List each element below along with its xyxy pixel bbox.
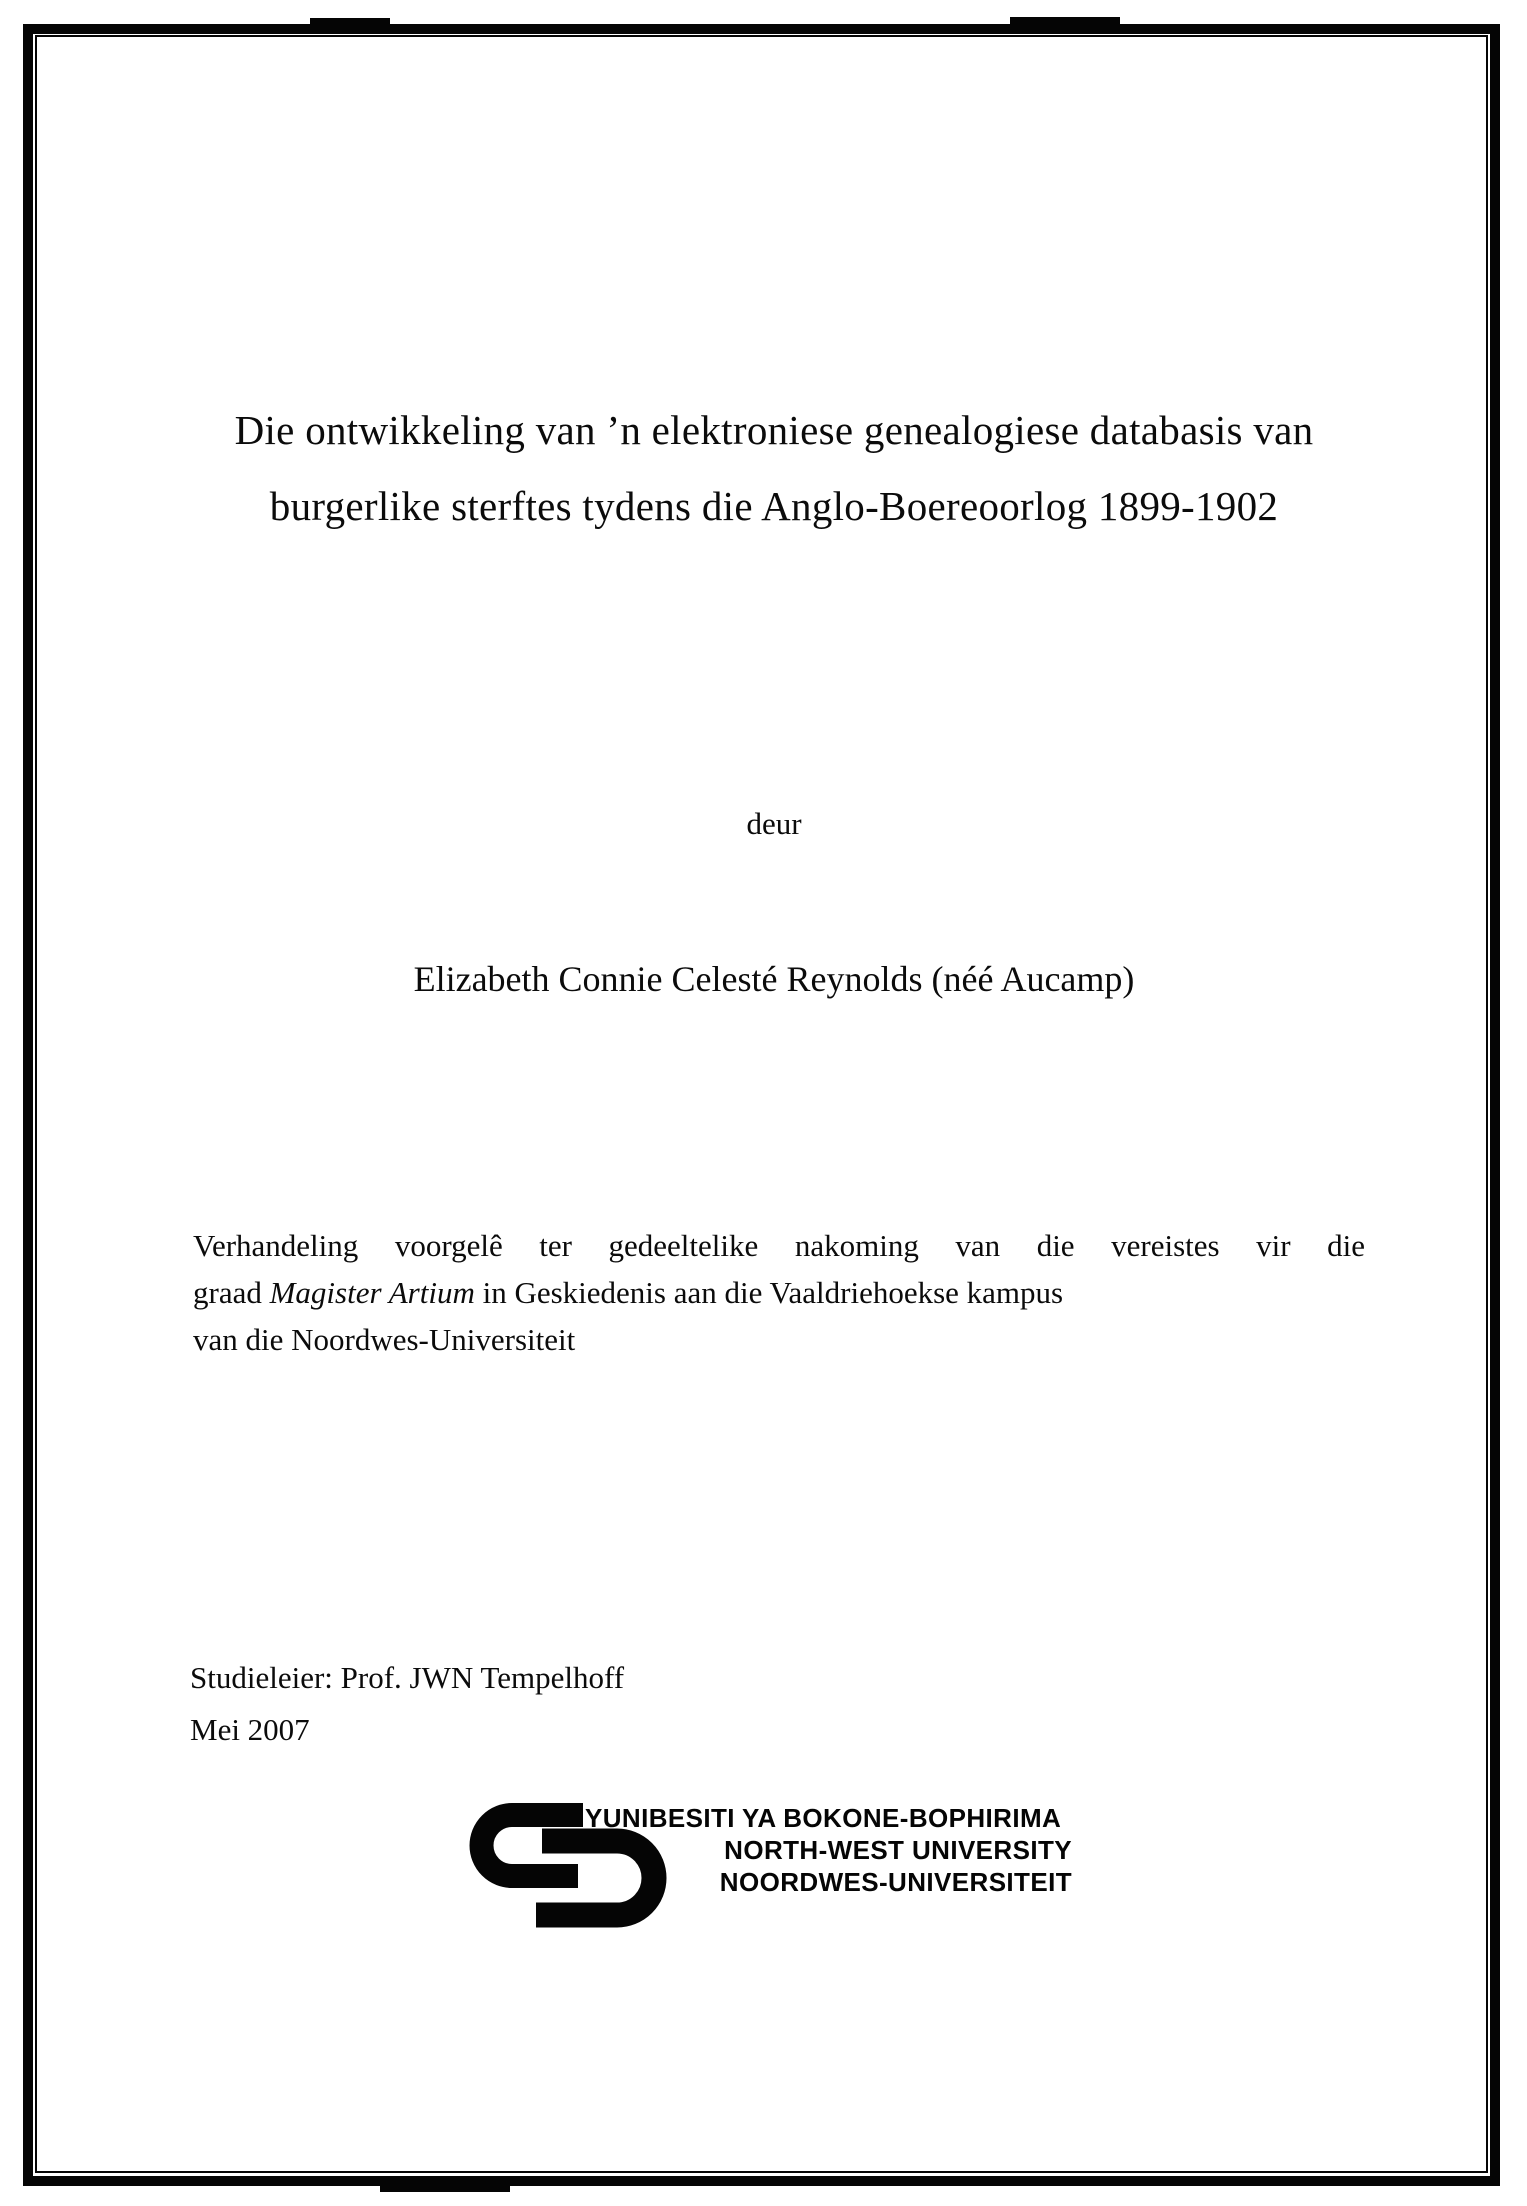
university-logo-text — [585, 1802, 1072, 1898]
author-name: Elizabeth Connie Celesté Reynolds (néé Aucamp) — [413, 959, 1135, 999]
scan-artifact — [310, 18, 390, 26]
degree-line2-suffix: in Geskiedenis aan die Vaaldriehoekse kampus — [474, 1275, 1064, 1310]
logo-name-english: NORTH-WEST UNIVERSITY — [724, 1835, 1072, 1865]
scan-artifact — [380, 2186, 510, 2192]
scan-artifact — [1010, 17, 1120, 25]
thesis-title — [188, 392, 1360, 544]
date: Mei 2007 — [190, 1712, 310, 1747]
degree-statement — [193, 1222, 1365, 1363]
degree-name-italic: Magister Artium — [269, 1275, 475, 1310]
university-logo — [462, 1796, 1082, 1936]
degree-statement-line3: van die Noordwes-Universiteit — [193, 1322, 576, 1357]
logo-name-setswana: YUNIBESITI YA BOKONE-BOPHIRIMA — [585, 1803, 1062, 1833]
supervisor-block — [190, 1652, 624, 1756]
thesis-title-line1: Die ontwikkeling van ’n elektroniese genealogiese databasis van — [234, 407, 1314, 453]
degree-line2-prefix: graad — [193, 1275, 270, 1310]
supervisor-name: Studieleier: Prof. JWN Tempelhoff — [190, 1660, 625, 1695]
degree-statement-line2 — [193, 1269, 1365, 1316]
logo-name-afrikaans: NOORDWES-UNIVERSITEIT — [719, 1867, 1072, 1897]
degree-statement-line1: Verhandeling voorgelê ter gedeeltelike nakoming van die vereistes vir die — [193, 1228, 1365, 1263]
byline: deur — [746, 806, 802, 841]
thesis-title-line2: burgerlike sterftes tydens die Anglo-Boereoorlog 1899-1902 — [269, 483, 1279, 529]
